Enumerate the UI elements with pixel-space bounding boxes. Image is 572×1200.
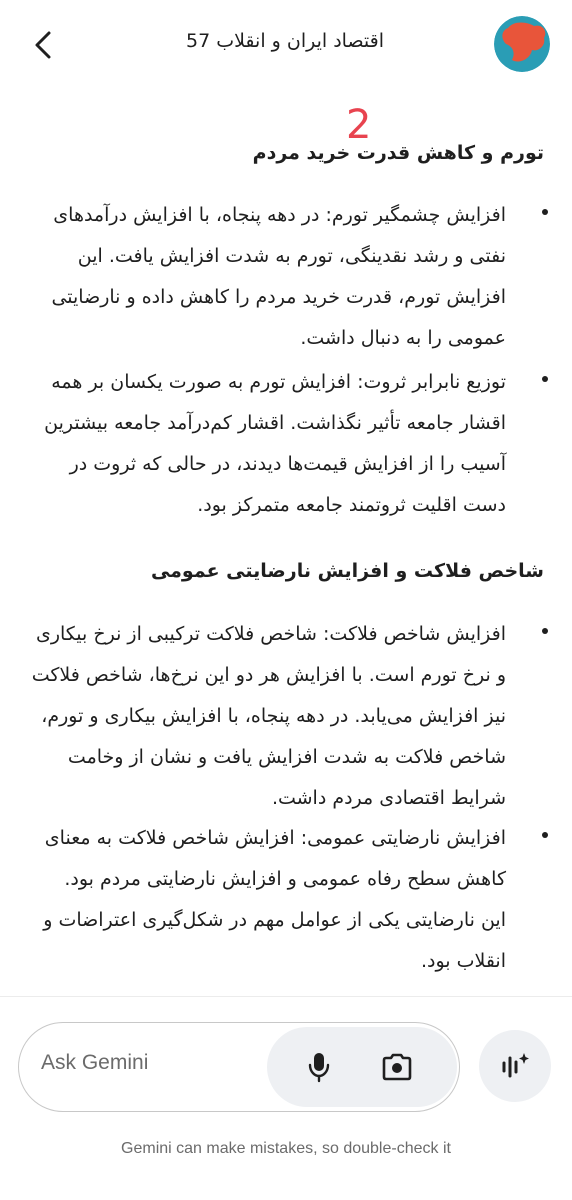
bullet-line: شرایط اقتصادی مردم داشت.	[271, 787, 506, 809]
bullet-line: این نارضایتی یکی از عوامل مهم در شکل‌گیری اعتراضات و	[43, 909, 506, 931]
bullet-line: آسیب را از افزایش قیمت‌ها دیدند، در حالی که ثروت در	[69, 453, 506, 475]
live-waveform-icon	[498, 1050, 532, 1082]
bullet-item	[18, 614, 548, 819]
camera-button[interactable]	[379, 1049, 415, 1085]
bullet-line: افزایش چشمگیر تورم: در دهه پنجاه، با افزایش درآمدهای	[53, 204, 506, 226]
microphone-icon	[307, 1051, 331, 1083]
bullet-line: اقشار جامعه تأثیر نگذاشت. اقشار کم‌درآمد جامعه بیشترین	[44, 412, 506, 434]
bullet-item	[18, 195, 548, 359]
bullet-line: نفتی و رشد نقدینگی، تورم به شدت افزایش یافت. این	[77, 245, 506, 267]
bullet-line: انقلاب بود.	[420, 950, 506, 972]
bullet-line: عمومی را به دنبال داشت.	[300, 327, 506, 349]
back-button[interactable]	[26, 28, 60, 62]
bullet-line: دست اقلیت ثروتمند جامعه متمرکز بود.	[197, 494, 506, 516]
camera-icon	[381, 1053, 413, 1081]
bullet-line: شاخص فلاکت به شدت افزایش یافت و نشان از وخامت	[67, 746, 506, 768]
page-number-annotation: 2	[346, 102, 372, 148]
bullet-line: افزایش نارضایتی عمومی: افزایش شاخص فلاکت به معنای	[44, 827, 506, 849]
bullet-dot	[542, 209, 548, 215]
user-avatar-icon	[494, 16, 550, 72]
section-heading-misery-index: شاخص فلاکت و افزایش نارضایتی عمومی	[150, 560, 544, 582]
prompt-input-bar[interactable]	[18, 1022, 460, 1112]
ask-gemini-input[interactable]: Ask Gemini	[41, 1051, 149, 1074]
section-heading-inflation: تورم و کاهش قدرت خرید مردم	[252, 142, 544, 164]
bullet-item	[18, 362, 548, 526]
bullet-line: و نرخ تورم است. با افزایش هر دو این نرخ‌ها، شاخص فلاکت	[31, 664, 506, 686]
microphone-button[interactable]	[301, 1049, 337, 1085]
live-mode-button[interactable]	[479, 1030, 551, 1102]
bullet-line: کاهش سطح رفاه عمومی و افزایش نارضایتی مردم بود.	[64, 868, 506, 890]
bullet-line: نیز افزایش می‌یابد. در دهه پنجاه، با افزایش بیکاری و تورم،	[41, 705, 506, 727]
bullet-line: توزیع نابرابر ثروت: افزایش تورم به صورت یکسان بر همه	[51, 371, 506, 393]
bullet-line: افزایش تورم، قدرت خرید مردم را کاهش داده و نارضایتی	[51, 286, 506, 308]
conversation-title[interactable]: اقتصاد ایران و انقلاب 57	[185, 30, 385, 52]
bullet-line: افزایش شاخص فلاکت: شاخص فلاکت ترکیبی از نرخ بیکاری	[35, 623, 506, 645]
chevron-left-icon	[32, 30, 54, 60]
bullet-item	[18, 818, 548, 982]
bullet-dot	[542, 628, 548, 634]
user-avatar[interactable]	[494, 16, 550, 72]
disclaimer-text: Gemini can make mistakes, so double-check it	[121, 1140, 451, 1157]
bullet-dot	[542, 376, 548, 382]
top-bar	[0, 0, 572, 90]
bullet-dot	[542, 832, 548, 838]
input-tools-pill	[267, 1027, 457, 1107]
input-divider	[0, 996, 572, 997]
